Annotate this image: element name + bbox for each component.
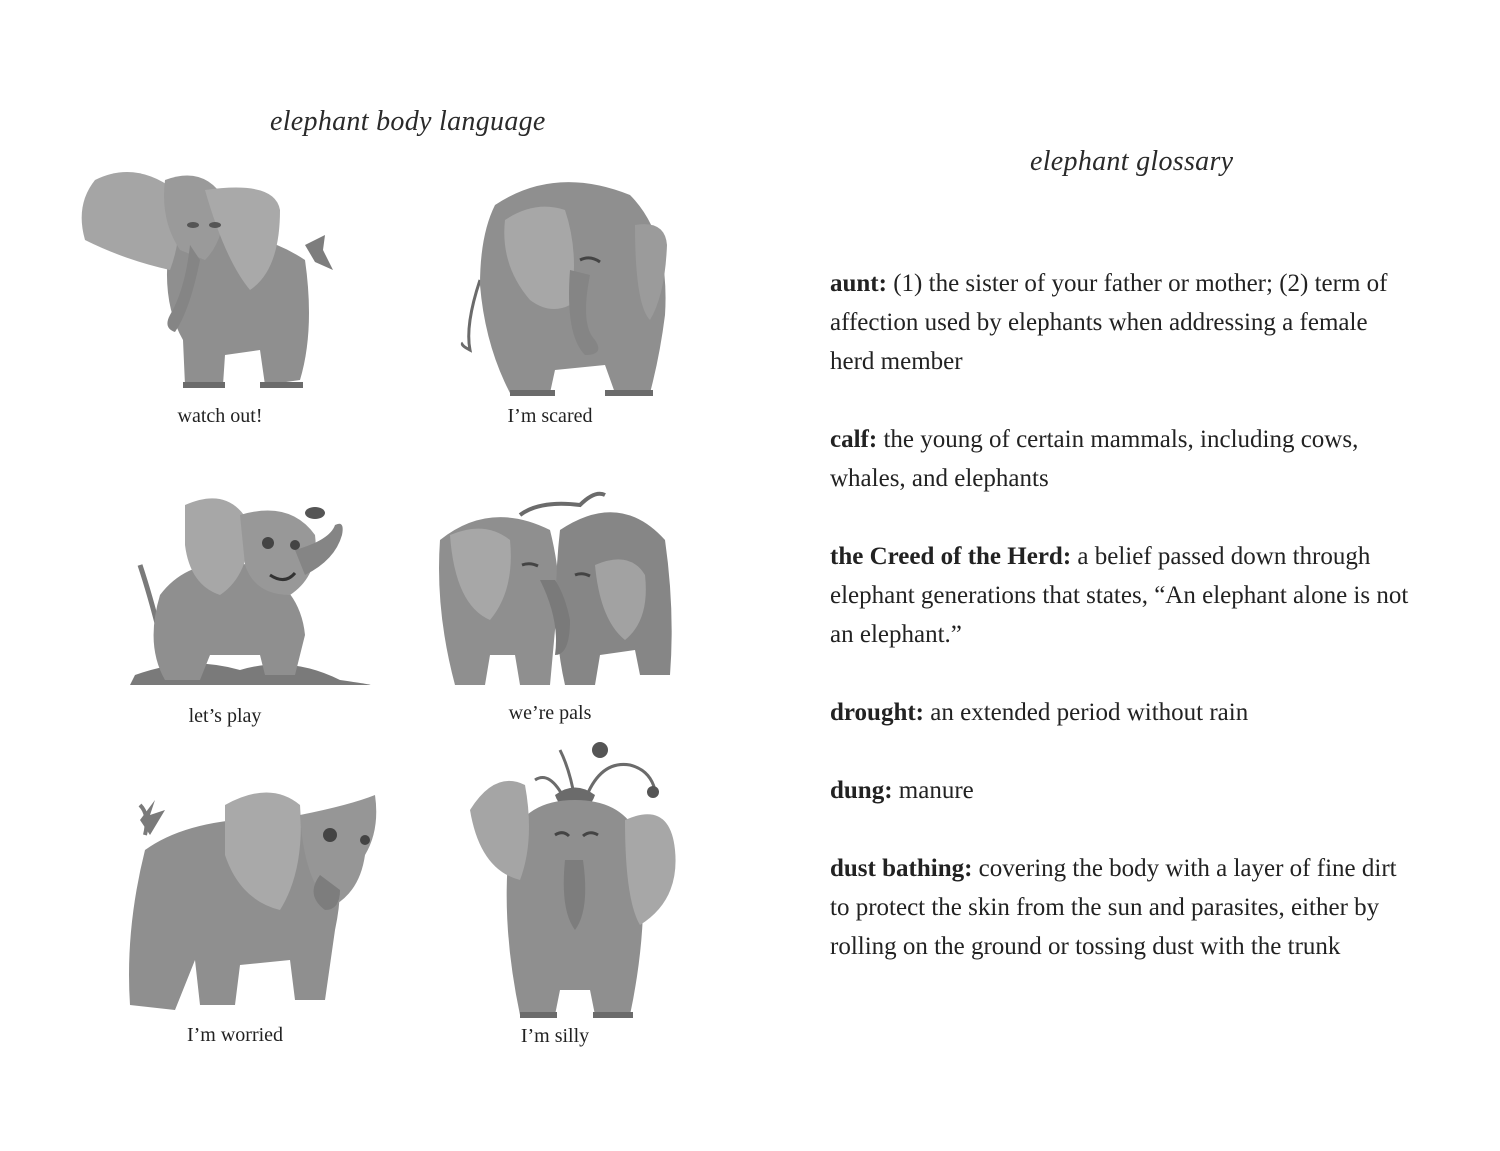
glossary-definition: an extended period without rain	[924, 699, 1249, 726]
elephant-watch-out-illustration	[75, 150, 335, 400]
glossary-term: calf:	[830, 426, 878, 453]
glossary-definition: manure	[892, 777, 974, 804]
glossary-definition: the young of certain mammals, including cows, whales, and elephants	[830, 426, 1359, 492]
glossary-term: aunt:	[830, 270, 887, 297]
pose-were-pals	[430, 480, 690, 750]
glossary-entry-calf	[830, 420, 1410, 498]
glossary-entry-creed	[830, 537, 1410, 654]
glossary-term: the Creed of the Herd:	[830, 543, 1072, 570]
glossary-definition: (1) the sister of your father or mother; (2) term of affection used by elephants when addressing a female herd member	[830, 270, 1388, 375]
pose-caption: let’s play	[188, 705, 262, 727]
pose-worried	[120, 780, 380, 1050]
pose-caption: we’re pals	[508, 702, 592, 724]
elephant-silly-illustration	[465, 740, 685, 1020]
glossary-term: dung:	[830, 777, 893, 804]
glossary-title: elephant glossary	[1030, 146, 1234, 177]
glossary-list	[830, 264, 1410, 1005]
elephant-play-illustration	[130, 485, 380, 695]
pose-lets-play	[130, 485, 390, 755]
glossary-entry-drought	[830, 693, 1410, 732]
glossary-definition: covering the body with a layer of fine dirt to protect the skin from the sun and parasites, either by rolling on the ground or tossing dust with the trunk	[830, 855, 1397, 960]
glossary-entry-dust-bathing	[830, 849, 1410, 966]
glossary-term: drought:	[830, 699, 925, 726]
pose-watch-out	[75, 150, 335, 427]
pose-caption: watch out!	[177, 405, 263, 427]
elephants-pals-illustration	[430, 480, 680, 695]
glossary-term: dust bathing:	[830, 855, 973, 882]
pose-scared	[455, 165, 715, 435]
pose-silly	[465, 740, 725, 1047]
pose-caption: I’m worried	[186, 1024, 284, 1046]
glossary-definition: a belief passed down through elephant generations that states, “An elephant alone is not an elephant.”	[830, 543, 1409, 648]
elephant-scared-illustration	[455, 165, 685, 400]
pose-caption: I’m silly	[520, 1025, 590, 1047]
elephant-worried-illustration	[120, 780, 390, 1015]
pose-caption: I’m scared	[507, 405, 593, 427]
glossary-entry-aunt	[830, 264, 1410, 381]
body-language-title: elephant body language	[270, 106, 546, 137]
glossary-entry-dung	[830, 771, 1410, 810]
